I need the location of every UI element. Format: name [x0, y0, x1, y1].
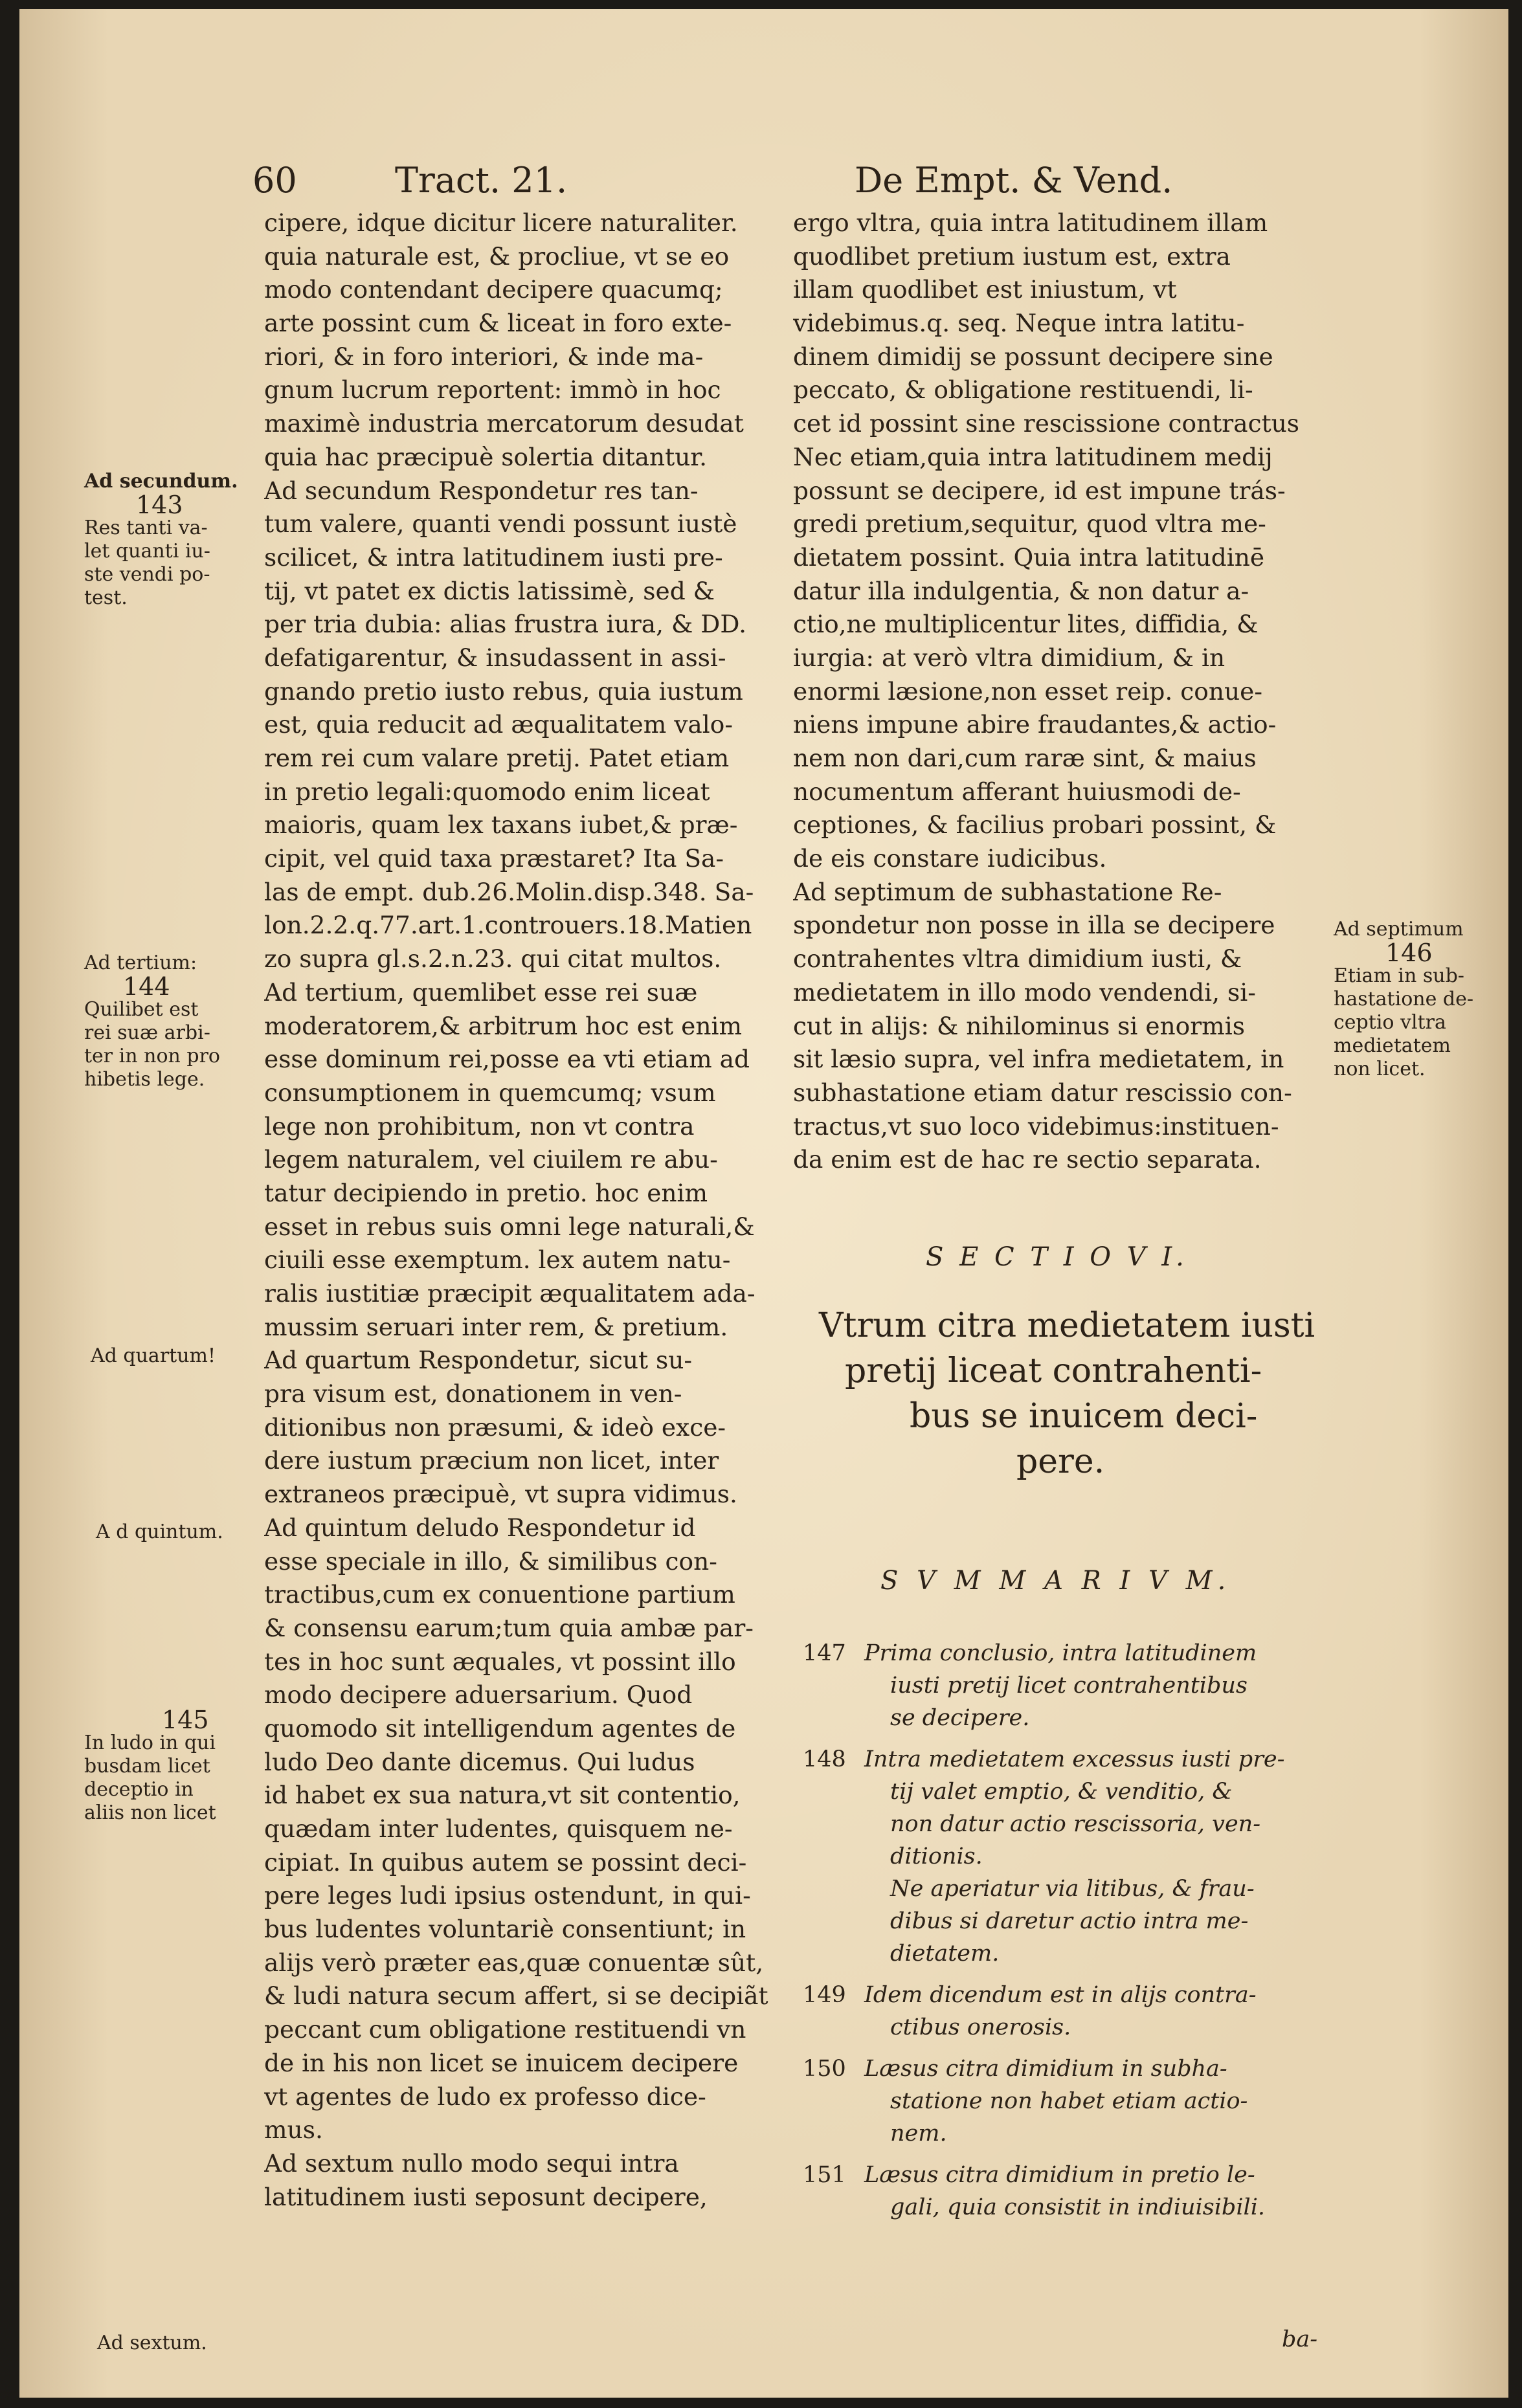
text-line: niens impune abire fraudantes,& actio-	[793, 710, 1277, 739]
text-line: modo contendant decipere quacumq;	[264, 275, 723, 304]
text-line: illam quodlibet est iniustum, vt	[793, 275, 1177, 304]
text-line: gnum lucrum reportent: immò in hoc	[264, 375, 721, 405]
margin-note-ad-secundum	[84, 470, 238, 610]
text-line: in pretio legali:quomodo enim liceat	[264, 777, 710, 806]
summary-line: dietatem.	[890, 1941, 1000, 1967]
margin-note-text: rei suæ arbi-	[84, 1021, 210, 1044]
text-line: tatur decipiendo in pretio. hoc enim	[264, 1178, 708, 1207]
section-title-line-1: Vtrum citra medietatem iusti	[819, 1306, 1315, 1345]
summary-line: Læsus citra dimidium in subha-	[864, 2056, 1227, 2082]
bleed-through-mark	[1424, 333, 1431, 355]
running-head-left: Tract. 21.	[395, 160, 568, 201]
text-line: lege non prohibitum, non vt contra	[264, 1111, 695, 1141]
text-line: cet id possint sine rescissione contractus	[793, 409, 1300, 438]
text-line: ceptiones, & facilius probari possint, &	[793, 810, 1277, 840]
summary-line: tij valet emptio, & venditio, &	[890, 1779, 1233, 1805]
margin-note-text: deceptio in	[84, 1778, 194, 1801]
page-number: 60	[252, 160, 297, 201]
text-line: arte possint cum & liceat in foro exte-	[264, 309, 732, 338]
text-line: dinem dimidij se possunt decipere sine	[793, 342, 1273, 371]
text-line: iurgia: at verò vltra dimidium, & in	[793, 643, 1225, 672]
margin-note-number: 146	[1385, 939, 1433, 967]
summary-line: ditionis.	[890, 1844, 983, 1869]
margin-note-number: 143	[136, 491, 183, 519]
text-line: scilicet, & intra latitudinem iusti pre-	[264, 542, 723, 572]
text-line: vt agentes de ludo ex professo dice-	[264, 2082, 706, 2111]
text-line: modo decipere aduersarium. Quod	[264, 1680, 693, 1710]
text-line: legem naturalem, vel ciuilem re abu-	[264, 1145, 718, 1174]
text-line: Ad septimum de subhastatione Re-	[793, 877, 1222, 906]
text-line: ralis iustitiæ præcipit æqualitatem ada-	[264, 1279, 755, 1308]
text-line: ergo vltra, quia intra latitudinem illam	[793, 208, 1268, 237]
text-line: cipere, idque dicitur licere naturaliter.	[264, 208, 738, 237]
margin-note-label: Ad septimum	[1334, 918, 1464, 941]
summary-number: 148	[803, 1746, 846, 1772]
text-line: da enim est de hac re sectio separata.	[793, 1145, 1262, 1174]
text-line: & consensu earum;tum quia ambæ par-	[264, 1613, 754, 1642]
text-line: est, quia reducit ad æqualitatem valo-	[264, 710, 733, 739]
text-line: de eis constare iudicibus.	[793, 844, 1107, 873]
margin-note-text: aliis non licet	[84, 1801, 216, 1824]
margin-note-text: hibetis lege.	[84, 1068, 205, 1091]
text-line: zo supra gl.s.2.n.23. qui citat multos.	[264, 944, 722, 974]
text-line: quia naturale est, & procliue, vt se eo	[264, 241, 730, 271]
margin-note-text: let quanti iu-	[84, 540, 210, 563]
text-line: cipiat. In quibus autem se possint deci-	[264, 1847, 747, 1877]
margin-note-text: non licet.	[1334, 1058, 1426, 1080]
summary-line: ctibus onerosis.	[890, 2014, 1071, 2040]
margin-note-text: ste vendi po-	[84, 563, 210, 586]
text-line: alijs verò præter eas,quæ conuentæ sût,	[264, 1948, 764, 1977]
text-line: moderatorem,& arbitrum hoc est enim	[264, 1011, 743, 1040]
text-line: Nec etiam,quia intra latitudinem medij	[793, 442, 1273, 471]
text-line: dietatem possint. Quia intra latitudinē	[793, 542, 1265, 572]
text-line: las de empt. dub.26.Molin.disp.348. Sa-	[264, 877, 754, 906]
text-line: peccato, & obligatione restituendi, li-	[793, 375, 1253, 405]
text-line: sit læsio supra, vel infra medietatem, in	[793, 1045, 1284, 1074]
text-line: gredi pretium,sequitur, quod vltra me-	[793, 509, 1266, 539]
text-line: tij, vt patet ex dictis latissimè, sed &	[264, 576, 715, 605]
text-line: & ludi natura secum affert, si se decipiãt	[264, 1981, 768, 2011]
text-line: tractibus,cum ex conuentione partium	[264, 1580, 735, 1609]
margin-note-label: Ad quartum!	[91, 1344, 216, 1367]
section-title-line-4: pere.	[1016, 1442, 1105, 1481]
summary-line: non datur actio rescissoria, ven-	[890, 1811, 1261, 1837]
text-line: quodlibet pretium iustum est, extra	[793, 241, 1231, 271]
text-line: id habet ex sua natura,vt sit contentio,	[264, 1781, 741, 1810]
text-line: nem non dari,cum raræ sint, & maius	[793, 744, 1257, 772]
margin-note-ad-quartum	[91, 1344, 216, 1368]
margin-note-ad-sextum	[97, 2332, 207, 2355]
margin-note-text: Res tanti va-	[84, 517, 208, 539]
text-line: datur illa indulgentia, & non datur a-	[793, 576, 1249, 605]
text-line: esse speciale in illo, & similibus con-	[264, 1546, 717, 1576]
margin-note-ludo	[84, 1708, 216, 1825]
section-title-line-3: bus se inuicem deci-	[910, 1397, 1258, 1436]
margin-note-text: medietatem	[1334, 1034, 1451, 1057]
summary-line: Ne aperiatur via litibus, & frau-	[890, 1876, 1255, 1902]
summary-line: nem.	[890, 2121, 947, 2146]
margin-note-text: ceptio vltra	[1334, 1011, 1446, 1034]
text-line: tractus,vt suo loco videbimus:instituen-	[793, 1111, 1279, 1141]
text-line: ctio,ne multiplicentur lites, diffidia, &	[793, 610, 1259, 639]
text-line: nocumentum afferant huiusmodi de-	[793, 777, 1241, 806]
summary-line: gali, quia consistit in indiuisibili.	[890, 2194, 1266, 2220]
text-line: pra visum est, donationem in ven-	[264, 1379, 682, 1409]
text-line: possunt se decipere, id est impune trás-	[793, 476, 1286, 505]
margin-note-ad-quintum	[96, 1521, 223, 1544]
text-line: Ad secundum Respondetur res tan-	[264, 476, 699, 505]
text-line: defatigarentur, & insudassent in assi-	[264, 643, 726, 672]
text-line: ditionibus non præsumi, & ideò exce-	[264, 1412, 726, 1442]
margin-note-text: In ludo in qui	[84, 1732, 216, 1754]
text-line: cipit, vel quid taxa præstaret? Ita Sa-	[264, 844, 724, 873]
text-line: quædam inter ludentes, quisquem ne-	[264, 1814, 733, 1843]
text-line: quia hac præcipuè solertia ditantur.	[264, 442, 708, 471]
text-line: de in his non licet se inuicem decipere	[264, 2048, 739, 2077]
margin-note-text: hastatione de-	[1334, 988, 1473, 1010]
summary-line: se decipere.	[890, 1705, 1030, 1731]
text-line: rem rei cum valare pretij. Patet etiam	[264, 744, 730, 772]
text-line: enormi læsione,non esset reip. conue-	[793, 676, 1263, 706]
text-line: ciuili esse exemptum. lex autem natu-	[264, 1245, 731, 1275]
text-line: riori, & in foro interiori, & inde ma-	[264, 342, 704, 371]
text-line: bus ludentes voluntariè consentiunt; in	[264, 1915, 746, 1944]
section-title-line-2: pretij liceat contrahenti-	[845, 1352, 1262, 1390]
summary-number: 151	[803, 2162, 846, 2188]
summary-number: 150	[803, 2056, 846, 2082]
margin-note-label: Ad secundum.	[84, 470, 238, 493]
text-line: tes in hoc sunt æquales, vt possint illo	[264, 1647, 736, 1676]
catchword: ba-	[1282, 2326, 1318, 2352]
text-line: Ad quintum deludo Respondetur id	[264, 1513, 696, 1542]
text-line: esset in rebus suis omni lege naturali,&	[264, 1212, 755, 1241]
text-line: latitudinem iusti seposunt decipere,	[264, 2182, 708, 2211]
margin-note-text: busdam licet	[84, 1755, 210, 1778]
text-line: maioris, quam lex taxans iubet,& præ-	[264, 810, 738, 840]
summary-line: iusti pretij licet contrahentibus	[890, 1673, 1248, 1699]
summary-line: statione non habet etiam actio-	[890, 2088, 1248, 2114]
text-column-left	[264, 206, 814, 2214]
text-line: consumptionem in quemcumq; vsum	[264, 1078, 716, 1107]
text-line: lon.2.2.q.77.art.1.controuers.18.Matien	[264, 911, 752, 940]
text-line: videbimus.q. seq. Neque intra latitu-	[793, 309, 1245, 338]
text-line: tum valere, quanti vendi possunt iustè	[264, 509, 737, 539]
text-line: medietatem in illo modo vendendi, si-	[793, 977, 1256, 1007]
summary-line: dibus si daretur actio intra me-	[890, 1908, 1249, 1934]
margin-note-label: A d quintum.	[96, 1521, 223, 1543]
book-page	[19, 9, 1508, 2398]
text-line: mussim seruari inter rem, & pretium.	[264, 1312, 728, 1341]
text-line: peccant cum obligatione restituendi vn	[264, 2015, 746, 2044]
text-line: gnando pretio iusto rebus, quia iustum	[264, 676, 743, 706]
summary-line: Intra medietatem excessus iusti pre-	[864, 1746, 1285, 1772]
text-line: quomodo sit intelligendum agentes de	[264, 1713, 736, 1743]
text-line: Ad quartum Respondetur, sicut su-	[264, 1346, 693, 1375]
margin-note-text: test.	[84, 586, 128, 609]
text-line: contrahentes vltra dimidium iusti, &	[793, 944, 1242, 974]
text-line: mus.	[264, 2115, 323, 2145]
summary-number: 149	[803, 1982, 846, 2008]
text-column-right	[793, 206, 1363, 1177]
margin-note-text: Quilibet est	[84, 998, 199, 1021]
margin-note-ad-septimum	[1334, 918, 1473, 1081]
text-line: per tria dubia: alias frustra iura, & DD.	[264, 610, 747, 639]
summary-line: Idem dicendum est in alijs contra-	[864, 1982, 1257, 2008]
text-line: subhastatione etiam datur rescissio con-	[793, 1078, 1292, 1107]
text-line: cut in alijs: & nihilominus si enormis	[793, 1011, 1245, 1040]
running-head-right: De Empt. & Vend.	[855, 160, 1173, 201]
summary-line: Læsus citra dimidium in pretio le-	[864, 2162, 1255, 2188]
summary-number: 147	[803, 1640, 846, 1666]
margin-note-text: ter in non pro	[84, 1045, 220, 1067]
text-line: dere iustum præcium non licet, inter	[264, 1446, 719, 1475]
text-line: ludo Deo dante dicemus. Qui ludus	[264, 1747, 695, 1776]
text-line: Ad sextum nullo modo sequi intra	[264, 2148, 679, 2178]
text-line: pere leges ludi ipsius ostendunt, in qui-	[264, 1881, 751, 1910]
section-heading: S E C T I O V I.	[926, 1242, 1188, 1272]
summary-line: Prima conclusio, intra latitudinem	[864, 1640, 1257, 1666]
margin-note-text: Etiam in sub-	[1334, 964, 1464, 987]
text-line: maximè industria mercatorum desudat	[264, 409, 744, 438]
text-line: esse dominum rei,posse ea vti etiam ad	[264, 1045, 750, 1074]
margin-note-number: 144	[123, 972, 170, 1001]
margin-note-ad-tertium	[84, 952, 220, 1091]
text-line: extraneos præcipuè, vt supra vidimus.	[264, 1480, 737, 1509]
text-line: Ad tertium, quemlibet esse rei suæ	[264, 977, 698, 1007]
text-line: spondetur non posse in illa se decipere	[793, 911, 1275, 940]
margin-note-number: 145	[162, 1706, 209, 1734]
summary-heading: S V M M A R I V M.	[880, 1566, 1231, 1596]
margin-note-label: Ad tertium:	[84, 952, 197, 974]
margin-note-label: Ad sextum.	[97, 2332, 207, 2354]
